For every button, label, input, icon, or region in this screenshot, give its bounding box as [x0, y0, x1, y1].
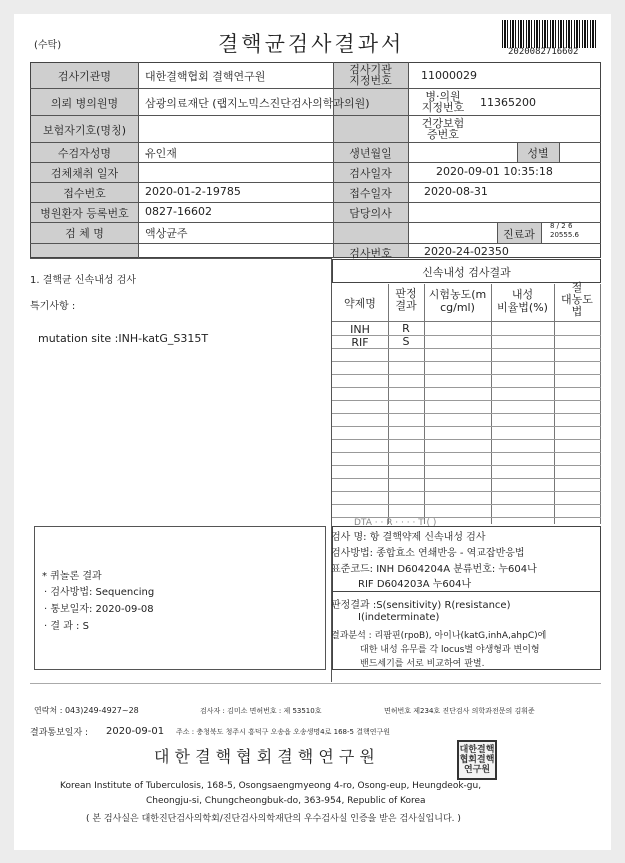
inst-value: 대한결핵협회 결핵연구원: [145, 70, 266, 83]
judge-legend-i: I(indeterminate): [358, 612, 440, 623]
inst-label: 검사기관명: [57, 70, 112, 83]
address: 주소 : 충청북도 청주시 흥덕구 오송읍 오송생명4로 168-5 결핵연구원: [176, 728, 391, 736]
inst-no-value: 11000029: [421, 69, 477, 82]
sex-label: 성별: [527, 147, 549, 160]
result-document: [14, 14, 611, 850]
section-title: 1. 결핵균 신속내성 검사: [30, 275, 137, 286]
dept-label: 진료과: [503, 228, 535, 241]
english-address-2: Cheongju-si, Chungcheongbuk-do, 363-954, Republic of Korea: [146, 796, 426, 806]
receipt-date-value: 2020-08-31: [424, 185, 488, 198]
insured-label: 보험자기호(명칭): [43, 124, 126, 137]
specimen-label: 검 체 명: [65, 227, 104, 240]
reg-no-value: 0827-16602: [145, 205, 212, 218]
organization-name: 대 한 결 핵 협 회 결 핵 연 구 원: [154, 747, 375, 766]
barcode: [502, 20, 596, 48]
license: 면허번호 제234호 진단검사 의학과전문의 김휘준: [384, 707, 535, 715]
quinolone-title: * 퀴놀론 결과: [42, 571, 102, 582]
table-row-drug: RIF: [351, 336, 369, 349]
analysis-3: 밴드세기를 서로 비교하여 판별.: [360, 659, 485, 669]
quinolone-result: · 결 과 : S: [44, 621, 89, 632]
standard-code-rif: RIF D604203A 누604나: [358, 579, 472, 590]
notice-label: 결과통보일자 :: [30, 728, 89, 738]
inst-no-label: 검사기관 지정번호: [349, 63, 392, 87]
test-no-value: 2020-24-02350: [424, 245, 509, 258]
quinolone-date: · 통보일자: 2020-09-08: [44, 604, 154, 615]
dept-value: 8 / 2 6 20555.6: [550, 222, 579, 239]
test-method: 검사방법: 종합효소 연쇄반응 - 역교잡반응법: [331, 548, 525, 559]
barcode-number: 2020082716602: [508, 47, 579, 57]
health-no-label: 건강보험 증번호: [421, 117, 465, 141]
official-seal: 대한결핵협회결핵연구원: [457, 740, 497, 780]
standard-code: 표준코드: INH D604204A 분류번호: 누604나: [331, 564, 537, 575]
hosp-label: 의뢰 병의원명: [50, 97, 119, 110]
reg-no-label: 병원환자 등록번호: [40, 207, 129, 220]
consignment-tag: (수탁): [34, 40, 62, 51]
test-name: 검사 명: 항 결핵약제 신속내성 검사: [331, 532, 486, 543]
col-drug: 약제명: [344, 297, 376, 310]
judge-legend: 판정결과 :S(sensitivity) R(resistance): [331, 600, 511, 611]
tester: 검사자 : 김미소 면허번호 : 제 53510호: [200, 707, 322, 715]
notes-label: 특기사항 :: [30, 301, 76, 312]
patient-label: 수검자성명: [57, 147, 112, 160]
certification-note: ( 본 검사실은 대한진단검사의학회/진단검사의학재단의 우수검사실 인증을 받은 검사실입니다. ): [86, 814, 461, 824]
table-row-result: R: [402, 322, 410, 335]
test-no-label: 검사번호: [349, 247, 392, 260]
table-row-result: S: [402, 335, 410, 348]
col-abs: 절 대농도 법: [561, 281, 593, 318]
mutation-site: mutation site :INH-katG_S315T: [38, 332, 209, 345]
analysis-2: 대한 내성 유무를 각 locus별 야생형과 변이형: [360, 645, 540, 655]
overlap-text: DTA · · R · · · · T ( ): [354, 518, 437, 528]
rapid-title: 신속내성 검사결과: [422, 266, 511, 279]
table-row-drug: INH: [350, 323, 370, 336]
quinolone-box: [34, 526, 326, 670]
hosp-no-label: 병·의원 지정번호: [421, 90, 465, 114]
notice-date: 2020-09-01: [106, 726, 165, 737]
patient-value: 유인재: [145, 147, 177, 160]
document-title: 결핵균검사결과서: [218, 32, 405, 56]
receipt-no-value: 2020-01-2-19785: [145, 185, 241, 198]
receipt-date-label: 접수일자: [349, 187, 392, 200]
hosp-value: 삼광의료재단 (랩지노믹스진단검사의학과의원): [145, 97, 370, 110]
doctor-label: 담당의사: [349, 207, 392, 220]
english-address-1: Korean Institute of Tuberculosis, 168-5, Osongsaengmyeong 4-ro, Osong-eup, Heungdeok-gu,: [60, 781, 482, 791]
receipt-no-label: 접수번호: [63, 187, 106, 200]
test-date-value: 2020-09-01 10:35:18: [436, 165, 553, 178]
col-judge: 판정 결과: [395, 287, 417, 312]
specimen-value: 액상균주: [145, 227, 188, 240]
hosp-no-value: 11365200: [480, 96, 536, 109]
quinolone-method: · 검사방법: Sequencing: [44, 587, 155, 598]
birth-label: 생년월일: [349, 147, 392, 160]
collect-date-label: 검체채취 일자: [50, 167, 119, 180]
contact: 연락처 : 043)249-4927~28: [34, 706, 139, 715]
col-resist: 내성 비율법(%): [497, 288, 548, 314]
col-conc: 시험농도(m cg/ml): [428, 288, 487, 314]
test-date-label: 검사일자: [349, 167, 392, 180]
analysis-1: 결과분석 : 리팜핀(rpoB), 아이나(katG,inhA,ahpC)에: [331, 631, 547, 641]
